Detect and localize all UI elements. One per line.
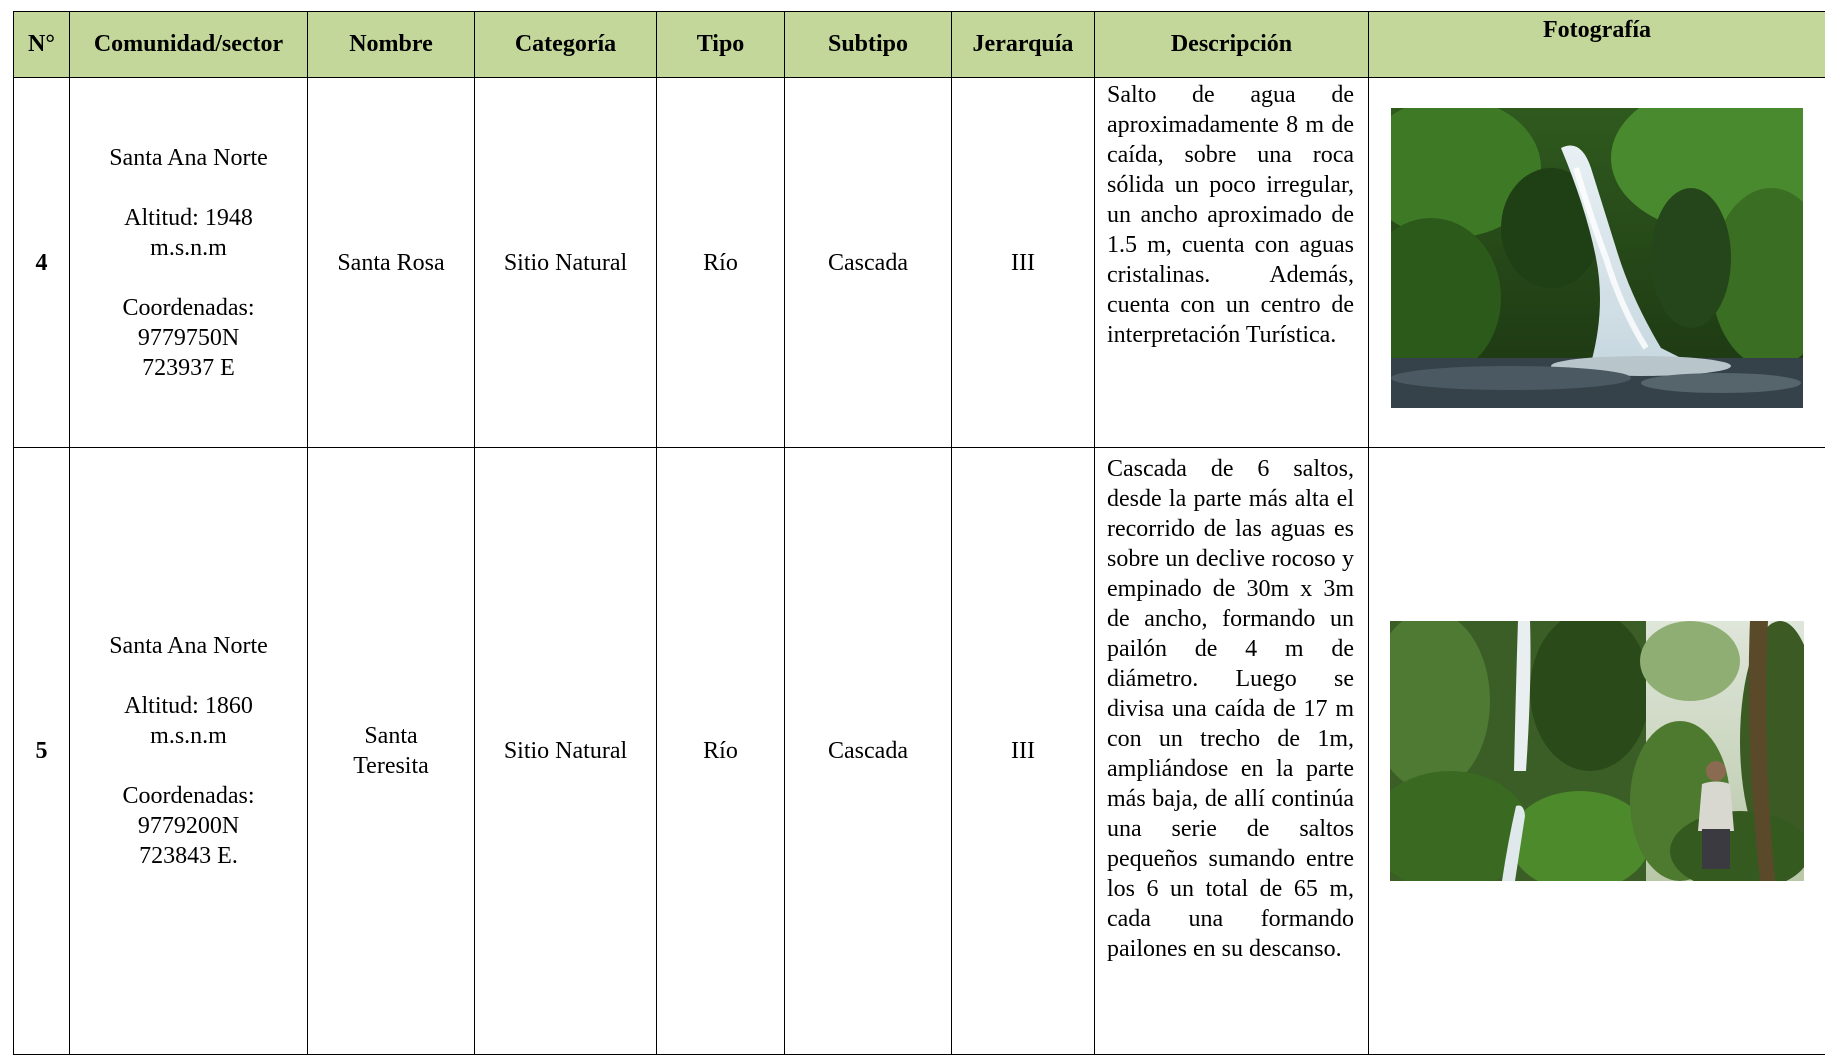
subtype-cell: Cascada [785, 78, 952, 448]
coordinates-north: 9779750N [137, 324, 240, 351]
description-cell: Cascada de 6 saltos, desde la parte más alta el recorrido de las aguas es sobre un declive rocoso y empinado de 30m x 3m de ancho, formando un pailón de 4 m de diámetro. Luego se divisa una caída de 17 m con un trecho de 1m, ampliándose en la parte más baja, de allí continúa una serie de saltos pequeños sumando entre los 6 un total de 65 m, cada una formando pailones en su descanso. [1095, 448, 1369, 1055]
altitude-label: Altitud: 1948 [124, 204, 253, 231]
header-subtype: Subtipo [785, 12, 952, 78]
category-cell: Sitio Natural [475, 78, 657, 448]
altitude-unit: m.s.n.m [150, 723, 227, 749]
waterfall-photo [1390, 621, 1804, 881]
hierarchy-cell: III [952, 448, 1095, 1055]
coordinates-east: 723937 E [142, 354, 235, 381]
coordinates-east: 723843 E. [139, 843, 238, 869]
coordinates-north: 9779200N [137, 813, 240, 839]
type-cell: Río [657, 448, 785, 1055]
community-name: Santa Ana Norte [109, 144, 268, 171]
attraction-name: Santa Rosa [308, 78, 475, 448]
hierarchy-cell: III [952, 78, 1095, 448]
community-cell [70, 78, 308, 448]
inventory-sheet [13, 11, 1825, 1055]
header-num: N° [14, 12, 70, 78]
table-row [14, 78, 1825, 448]
header-name: Nombre [308, 12, 475, 78]
description-cell: Salto de agua de aproximadamente 8 m de caída, sobre una roca sólida un poco irregular, un ancho aproximado de 1.5 m, cuenta con aguas cristalinas. Además, cuenta con un centro de interpretación Turística. [1095, 78, 1369, 448]
row-number: 4 [14, 78, 70, 448]
coordinates-label: Coordenadas: [122, 294, 255, 321]
tourist-attractions-table [13, 11, 1825, 1055]
waterfall-photo [1391, 108, 1803, 408]
category-cell: Sitio Natural [475, 448, 657, 1055]
header-community: Comunidad/sector [70, 12, 308, 78]
photo-cell [1369, 78, 1825, 448]
community-name: Santa Ana Norte [109, 633, 268, 659]
coordinates-label: Coordenadas: [122, 783, 255, 809]
header-category: Categoría [475, 12, 657, 78]
header-description: Descripción [1095, 12, 1369, 78]
community-cell [70, 448, 308, 1055]
header-hierarchy: Jerarquía [952, 12, 1095, 78]
type-cell: Río [657, 78, 785, 448]
header-row [14, 12, 1825, 78]
header-photo: Fotografía [1369, 12, 1825, 78]
altitude-unit: m.s.n.m [150, 234, 227, 261]
altitude-label: Altitud: 1860 [124, 693, 253, 719]
header-type: Tipo [657, 12, 785, 78]
attraction-name: Santa Teresita [308, 448, 475, 1055]
subtype-cell: Cascada [785, 448, 952, 1055]
photo-cell [1369, 448, 1825, 1055]
row-number: 5 [14, 448, 70, 1055]
table-row [14, 448, 1825, 1055]
